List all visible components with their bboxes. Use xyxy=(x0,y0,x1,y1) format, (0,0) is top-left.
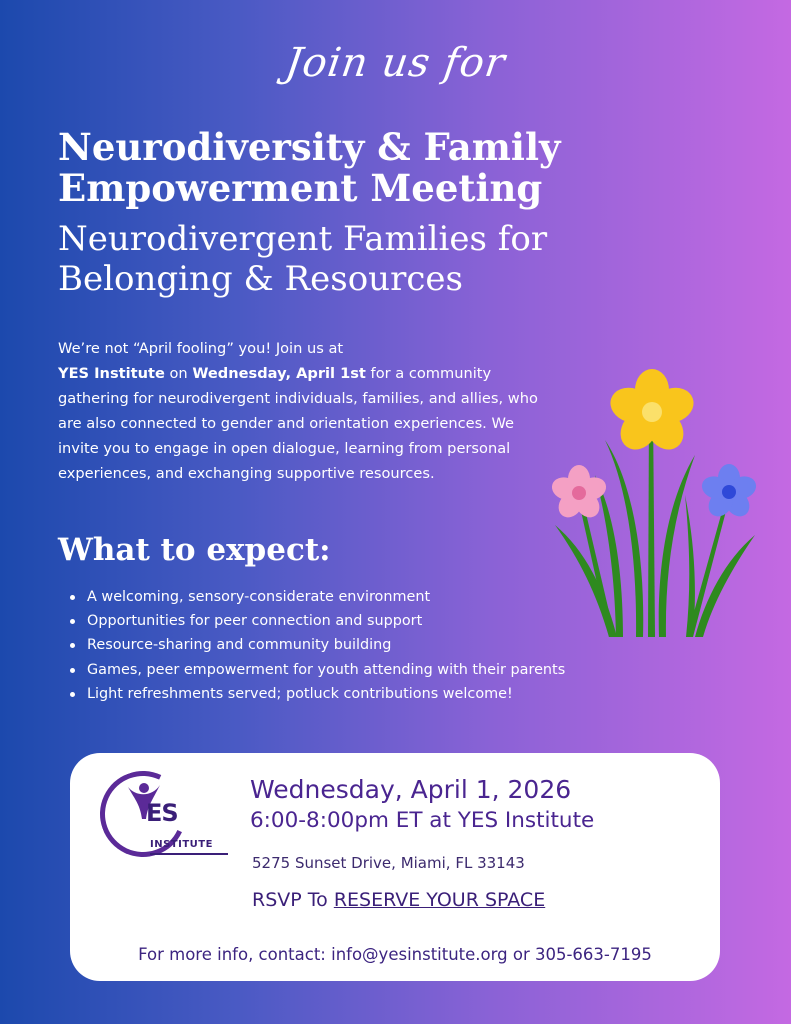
expect-heading: What to expect: xyxy=(58,532,331,568)
flowers-illustration xyxy=(545,365,760,645)
subtitle-line-2: Belonging & Resources xyxy=(58,259,463,299)
title-line-1: Neurodiversity & Family xyxy=(58,125,561,169)
rsvp-line xyxy=(252,889,545,911)
list-item: A welcoming, sensory-considerate environment xyxy=(68,585,708,609)
contact-info: For more info, contact: info@yesinstitute.org or 305-663-7195 xyxy=(138,945,652,964)
event-time: 6:00-8:00pm ET at YES Institute xyxy=(250,808,595,833)
list-item: Resource-sharing and community building xyxy=(68,633,708,657)
event-details-card xyxy=(70,753,720,981)
stems-leaves xyxy=(555,410,755,637)
intro-org: YES Institute xyxy=(58,365,165,382)
event-date: Wednesday, April 1, 2026 xyxy=(250,775,572,804)
list-item: Games, peer empowerment for youth attending with their parents xyxy=(68,658,708,682)
logo-underline xyxy=(150,853,228,855)
logo-letters: ES xyxy=(146,799,178,827)
intro-paragraph xyxy=(58,336,548,486)
list-item: Light refreshments served; potluck contributions welcome! xyxy=(68,682,708,706)
blue-flower xyxy=(699,464,759,521)
reserve-space-link[interactable]: RESERVE YOUR SPACE xyxy=(333,889,546,911)
logo-institute: INSTITUTE xyxy=(150,839,213,850)
pink-flower xyxy=(549,465,609,522)
title-line-2: Empowerment Meeting xyxy=(58,166,543,210)
list-item: Opportunities for peer connection and support xyxy=(68,609,708,633)
event-address: 5275 Sunset Drive, Miami, FL 33143 xyxy=(252,854,525,872)
intro-day: Wednesday, April 1st xyxy=(192,365,366,382)
yes-institute-logo xyxy=(94,767,229,862)
intro-on: on xyxy=(164,365,193,382)
intro-part-1: We’re not “April fooling” you! Join us at xyxy=(58,340,344,357)
event-subtitle xyxy=(58,219,758,299)
event-title xyxy=(58,127,758,209)
join-us-script: Join us for xyxy=(282,40,509,86)
subtitle-line-1: Neurodivergent Families for xyxy=(58,219,548,259)
intro-part-2: for a community gathering for neurodivergent individuals, families, and allies, who are also connected to gender and orientation experiences. We invite you to engage in open dialogue, learning from personal experiences, and exchanging supportive resources. xyxy=(58,365,538,482)
rsvp-prefix: RSVP To xyxy=(252,889,334,911)
